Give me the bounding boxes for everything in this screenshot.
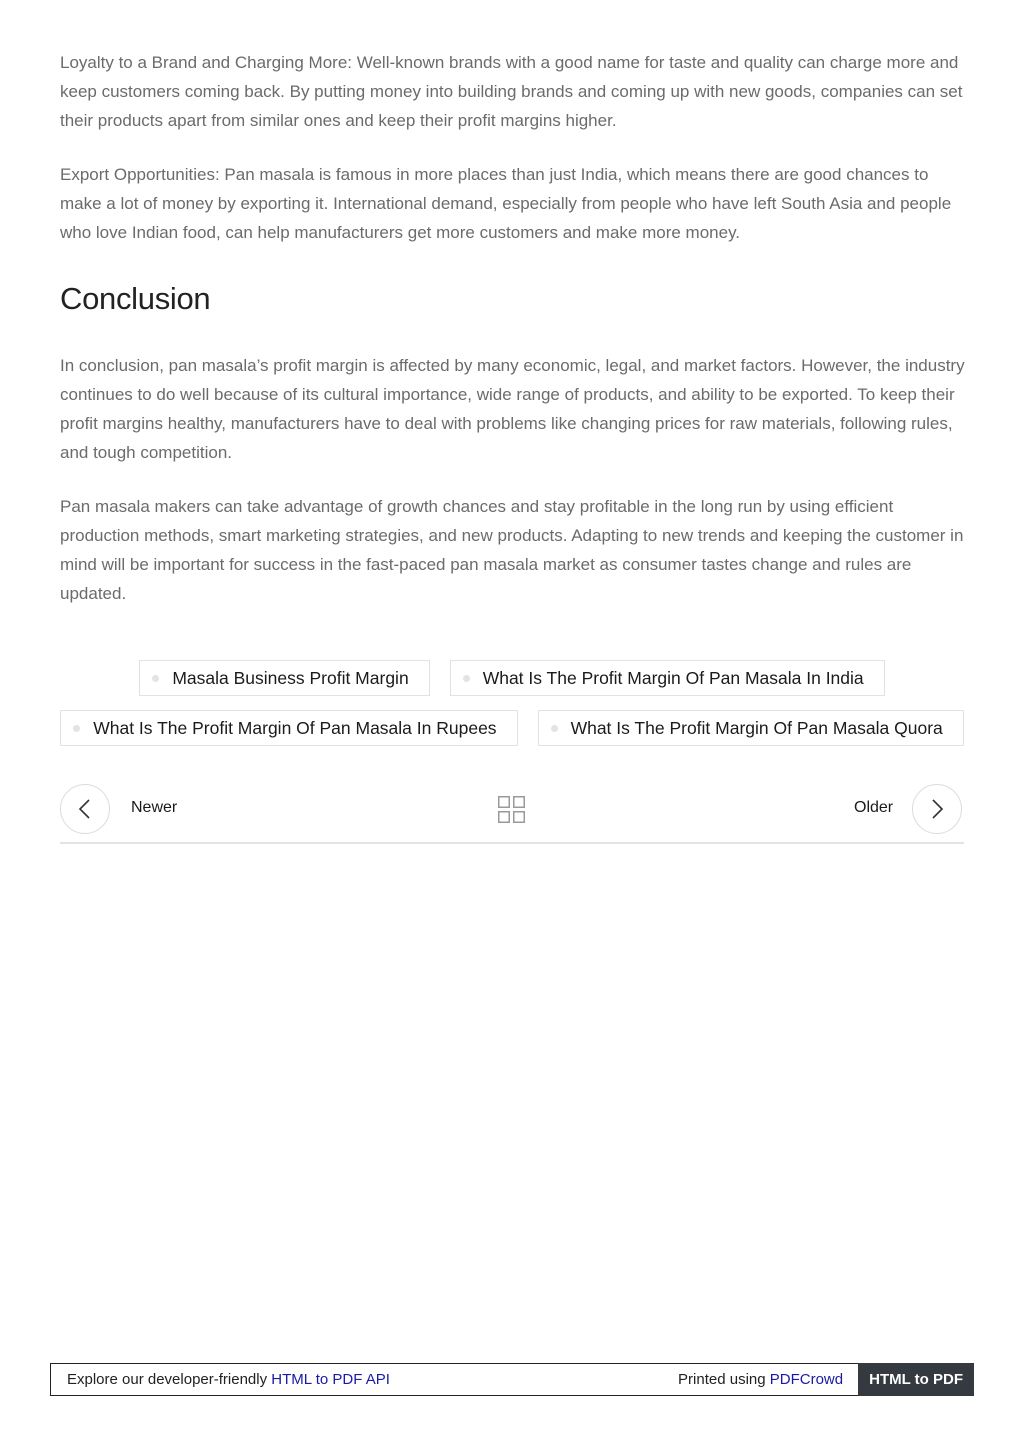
html-to-pdf-badge[interactable]: HTML to PDF bbox=[858, 1363, 974, 1396]
footer-printed-using bbox=[678, 1371, 858, 1388]
newer-label[interactable]: Newer bbox=[131, 799, 178, 816]
tag-profit-margin-quora[interactable] bbox=[538, 710, 964, 746]
footer-promo bbox=[51, 1371, 678, 1388]
tag-profit-margin-india[interactable] bbox=[450, 660, 885, 696]
conclusion-heading: Conclusion bbox=[60, 281, 211, 316]
tag-label: What Is The Profit Margin Of Pan Masala In Rupees bbox=[93, 717, 497, 738]
article-body bbox=[60, 48, 966, 633]
chevron-right-icon bbox=[929, 798, 945, 820]
tag-label: What Is The Profit Margin Of Pan Masala Quora bbox=[570, 717, 943, 738]
footer-promo-text: Explore our developer-friendly bbox=[67, 1371, 272, 1388]
older-label[interactable]: Older bbox=[854, 799, 894, 816]
tag-masala-business-profit-margin[interactable] bbox=[139, 660, 429, 696]
tag-row bbox=[60, 660, 964, 696]
tag-label: What Is The Profit Margin Of Pan Masala In India bbox=[482, 667, 864, 688]
tag-row bbox=[60, 710, 964, 746]
article-paragraph: In conclusion, pan masala’s profit margin is affected by many economic, legal, and market factors. However, the industry continues to do well because of its cultural importance, wide range of products, and ability to be exported. To keep their profit margins healthy, manufacturers have to deal with problems like changing prices for raw materials, following rules, and tough competition. bbox=[60, 356, 965, 462]
post-navigation bbox=[60, 784, 964, 844]
bullet-dot-icon bbox=[152, 675, 159, 682]
footer-printed-text: Printed using bbox=[678, 1371, 770, 1388]
chevron-left-icon bbox=[77, 798, 93, 820]
pdfcrowd-footer bbox=[50, 1363, 974, 1396]
newer-post-button[interactable] bbox=[60, 784, 110, 834]
html-to-pdf-api-link[interactable]: HTML to PDF API bbox=[271, 1371, 390, 1388]
pdfcrowd-link[interactable]: PDFCrowd bbox=[769, 1371, 844, 1388]
bullet-dot-icon bbox=[463, 675, 470, 682]
older-post-button[interactable] bbox=[912, 784, 962, 834]
bullet-dot-icon bbox=[73, 725, 80, 732]
article-paragraph: Pan masala makers can take advantage of growth chances and stay profitable in the long run by using efficient production methods, smart marketing strategies, and new products. Adapting to new trends and keeping the customer in mind will be important for success in the fast-paced pan masala market as consumer tastes change and rules are updated. bbox=[60, 497, 964, 603]
article-paragraph: Loyalty to a Brand and Charging More: Well-known brands with a good name for taste and quality can charge more and keep customers coming back. By putting money into building brands and coming up with new goods, companies can set their products apart from similar ones and keep their profit margins higher. bbox=[60, 53, 963, 130]
bullet-dot-icon bbox=[551, 725, 558, 732]
tag-label: Masala Business Profit Margin bbox=[172, 667, 409, 688]
tag-profit-margin-rupees[interactable] bbox=[60, 710, 517, 746]
grid-icon[interactable] bbox=[498, 796, 525, 823]
article-paragraph: Export Opportunities: Pan masala is famous in more places than just India, which means there are good chances to make a lot of money by exporting it. International demand, especially from people who have left South Asia and people who love Indian food, can help manufacturers get more customers and make more money. bbox=[60, 165, 952, 242]
tag-list bbox=[60, 660, 964, 760]
